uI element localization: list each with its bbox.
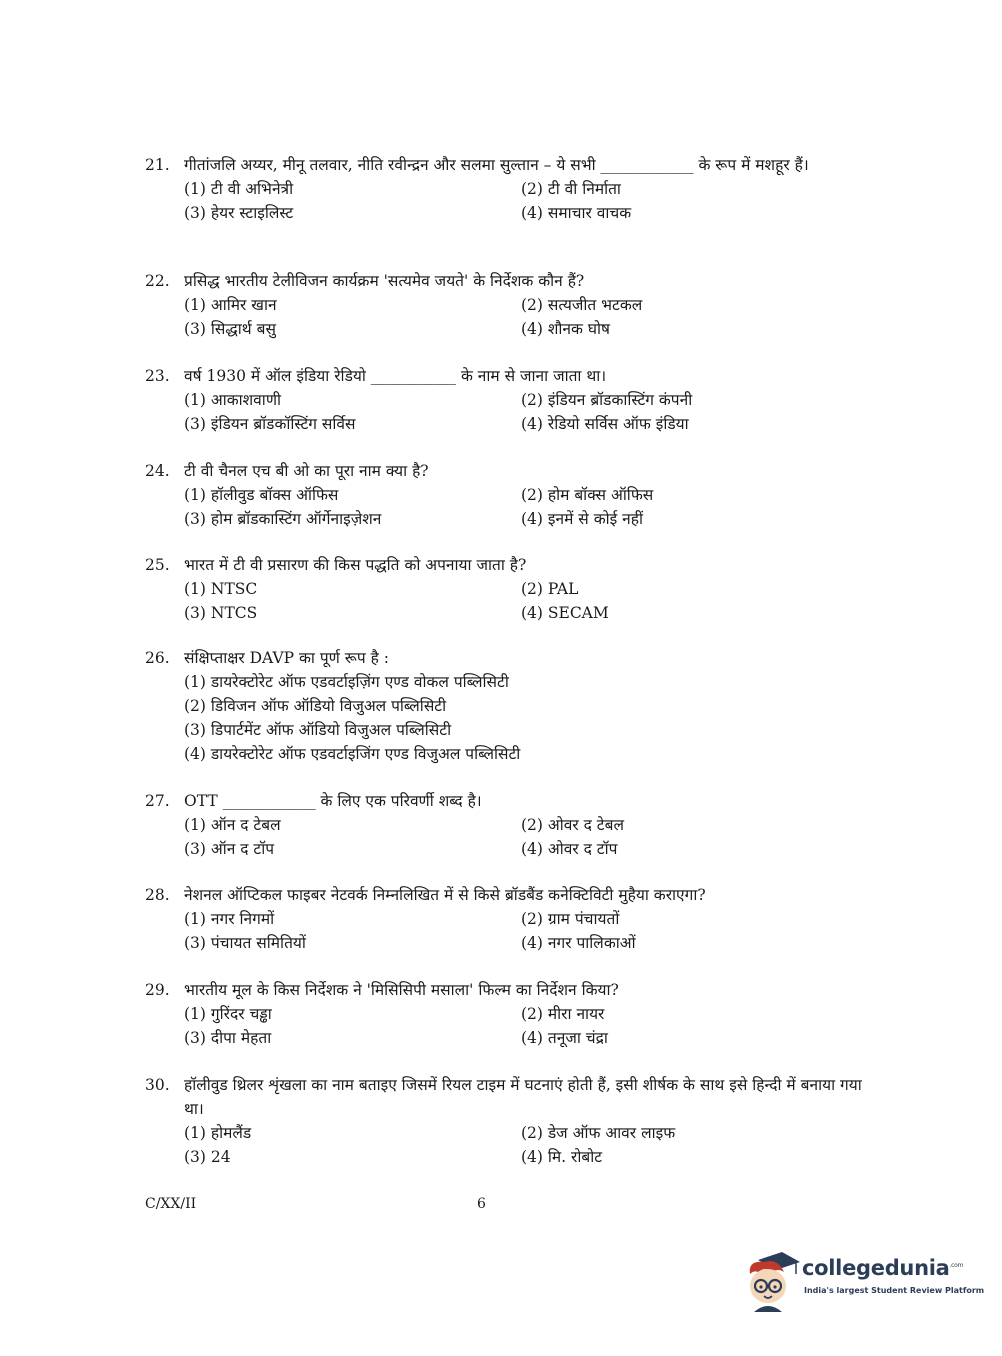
question-22 [145,269,875,341]
option-4: (4) ओवर द टॉप [521,840,618,858]
question-27 [145,789,875,861]
question-23 [145,364,875,436]
question-26 [145,646,875,766]
question-text: OTT ____________ के लिए एक परिवर्णी शब्द है। [184,792,482,810]
options [184,577,875,625]
option-2: (2) ग्राम पंचायतों [521,910,620,928]
option-4: (4) इनमें से कोई नहीं [521,510,644,528]
option-4: (4) मि. रोबोट [521,1148,603,1166]
options [184,813,875,861]
logo-brand: collegedunia [802,1256,950,1280]
option-4: (4) तनूजा चंद्रा [521,1029,608,1047]
option-1: (1) गुरिंदर चड्ढा [184,1005,272,1023]
option-2: (2) मीरा नायर [521,1005,605,1023]
option-4: (4) रेडियो सर्विस ऑफ इंडिया [521,415,689,433]
option-1: (1) NTSC [184,580,258,598]
question-text: वर्ष 1930 में ऑल इंडिया रेडियो ___________ के नाम से जाना जाता था। [184,367,607,385]
question-number: 26. [145,649,170,667]
option-3: (3) होम ब्रॉडकास्टिंग ऑर्गेनाइज़ेशन [184,510,382,528]
option-3: (3) NTCS [184,604,258,622]
option-4: (4) समाचार वाचक [521,204,632,222]
question-number: 25. [145,556,170,574]
mascot-icon [744,1250,802,1314]
option-3: (3) डिपार्टमेंट ऑफ ऑडियो विजुअल पब्लिसिटी [184,721,452,739]
option-2: (2) PAL [521,580,579,598]
option-1: (1) डायरेक्टोरेट ऑफ एडवर्टाइज़िंग एण्ड वोकल पब्लिसिटी [184,673,509,691]
paper-code: C/XX/II [145,1196,197,1212]
options [184,293,875,341]
page-number: 6 [477,1196,486,1212]
logo-tm: .com [949,1262,964,1269]
question-text: नेशनल ऑप्टिकल फाइबर नेटवर्क निम्नलिखित में से किसे ब्रॉडबैंड कनेक्टिविटी मुहैया कराएगा? [184,886,706,904]
option-3: (3) पंचायत समितियों [184,934,306,952]
logo-tagline: India's largest Student Review Platform [804,1286,985,1295]
question-text: भारत में टी वी प्रसारण की किस पद्धति को अपनाया जाता है? [184,556,527,574]
question-number: 28. [145,886,170,904]
option-2: (2) होम बॉक्स ऑफिस [521,486,654,504]
question-25 [145,553,875,625]
option-3: (3) हेयर स्टाइलिस्ट [184,204,294,222]
question-number: 22. [145,272,170,290]
option-2: (2) सत्यजीत भटकल [521,296,643,314]
option-1: (1) टी वी अभिनेत्री [184,180,294,198]
question-number: 27. [145,792,170,810]
question-24 [145,459,875,531]
options [184,1002,875,1050]
option-3: (3) इंडियन ब्रॉडकॉस्टिंग सर्विस [184,415,356,433]
option-1: (1) आकाशवाणी [184,391,282,409]
question-number: 21. [145,156,170,174]
options [184,177,875,225]
option-2: (2) डेज ऑफ आवर लाइफ [521,1124,676,1142]
option-1: (1) हॉलीवुड बॉक्स ऑफिस [184,486,339,504]
option-4: (4) शौनक घोष [521,320,611,338]
question-21 [145,153,875,225]
option-4: (4) नगर पालिकाओं [521,934,636,952]
options [184,1121,875,1169]
question-text: गीतांजलि अय्यर, मीनू तलवार, नीति रवीन्द्रन और सलमा सुल्तान – ये सभी ____________ के रूप में मशहूर हैं। [184,156,809,174]
option-4: (4) SECAM [521,604,609,622]
question-number: 24. [145,462,170,480]
question-number: 30. [145,1076,170,1094]
question-text: संक्षिप्ताक्षर DAVP का पूर्ण रूप है : [184,649,389,667]
question-28 [145,883,875,955]
question-text: हॉलीवुड थ्रिलर शृंखला का नाम बताइए जिसमें रियल टाइम में घटनाएं होती हैं, इसी शीर्षक के साथ इसे हिन्दी में बनाया गया था। [184,1076,862,1118]
question-text: प्रसिद्ध भारतीय टेलीविजन कार्यक्रम 'सत्यमेव जयते' के निर्देशक कौन हैं? [184,272,585,290]
option-3: (3) 24 [184,1148,231,1166]
option-2: (2) टी वी निर्माता [521,180,621,198]
option-2: (2) ओवर द टेबल [521,816,624,834]
option-3: (3) ऑन द टॉप [184,840,275,858]
question-number: 29. [145,981,170,999]
options [184,388,875,436]
collegedunia-logo [744,1250,985,1314]
options [184,483,875,531]
question-text: भारतीय मूल के किस निर्देशक ने 'मिसिसिपी मसाला' फिल्म का निर्देशन किया? [184,981,619,999]
options [184,907,875,955]
question-text: टी वी चैनल एच बी ओ का पूरा नाम क्या है? [184,462,429,480]
option-1: (1) होमलैंड [184,1124,252,1142]
option-3: (3) सिद्धार्थ बसु [184,320,276,338]
option-4: (4) डायरेक्टोरेट ऑफ एडवर्टाइजिंग एण्ड विजुअल पब्लिसिटी [184,745,521,763]
options [184,670,875,766]
option-1: (1) ऑन द टेबल [184,816,281,834]
question-30 [145,1073,875,1169]
option-2: (2) डिविजन ऑफ ऑडियो विजुअल पब्लिसिटी [184,697,447,715]
question-29 [145,978,875,1050]
option-1: (1) नगर निगमों [184,910,275,928]
option-1: (1) आमिर खान [184,296,277,314]
option-2: (2) इंडियन ब्रॉडकास्टिंग कंपनी [521,391,693,409]
option-3: (3) दीपा मेहता [184,1029,272,1047]
question-number: 23. [145,367,170,385]
